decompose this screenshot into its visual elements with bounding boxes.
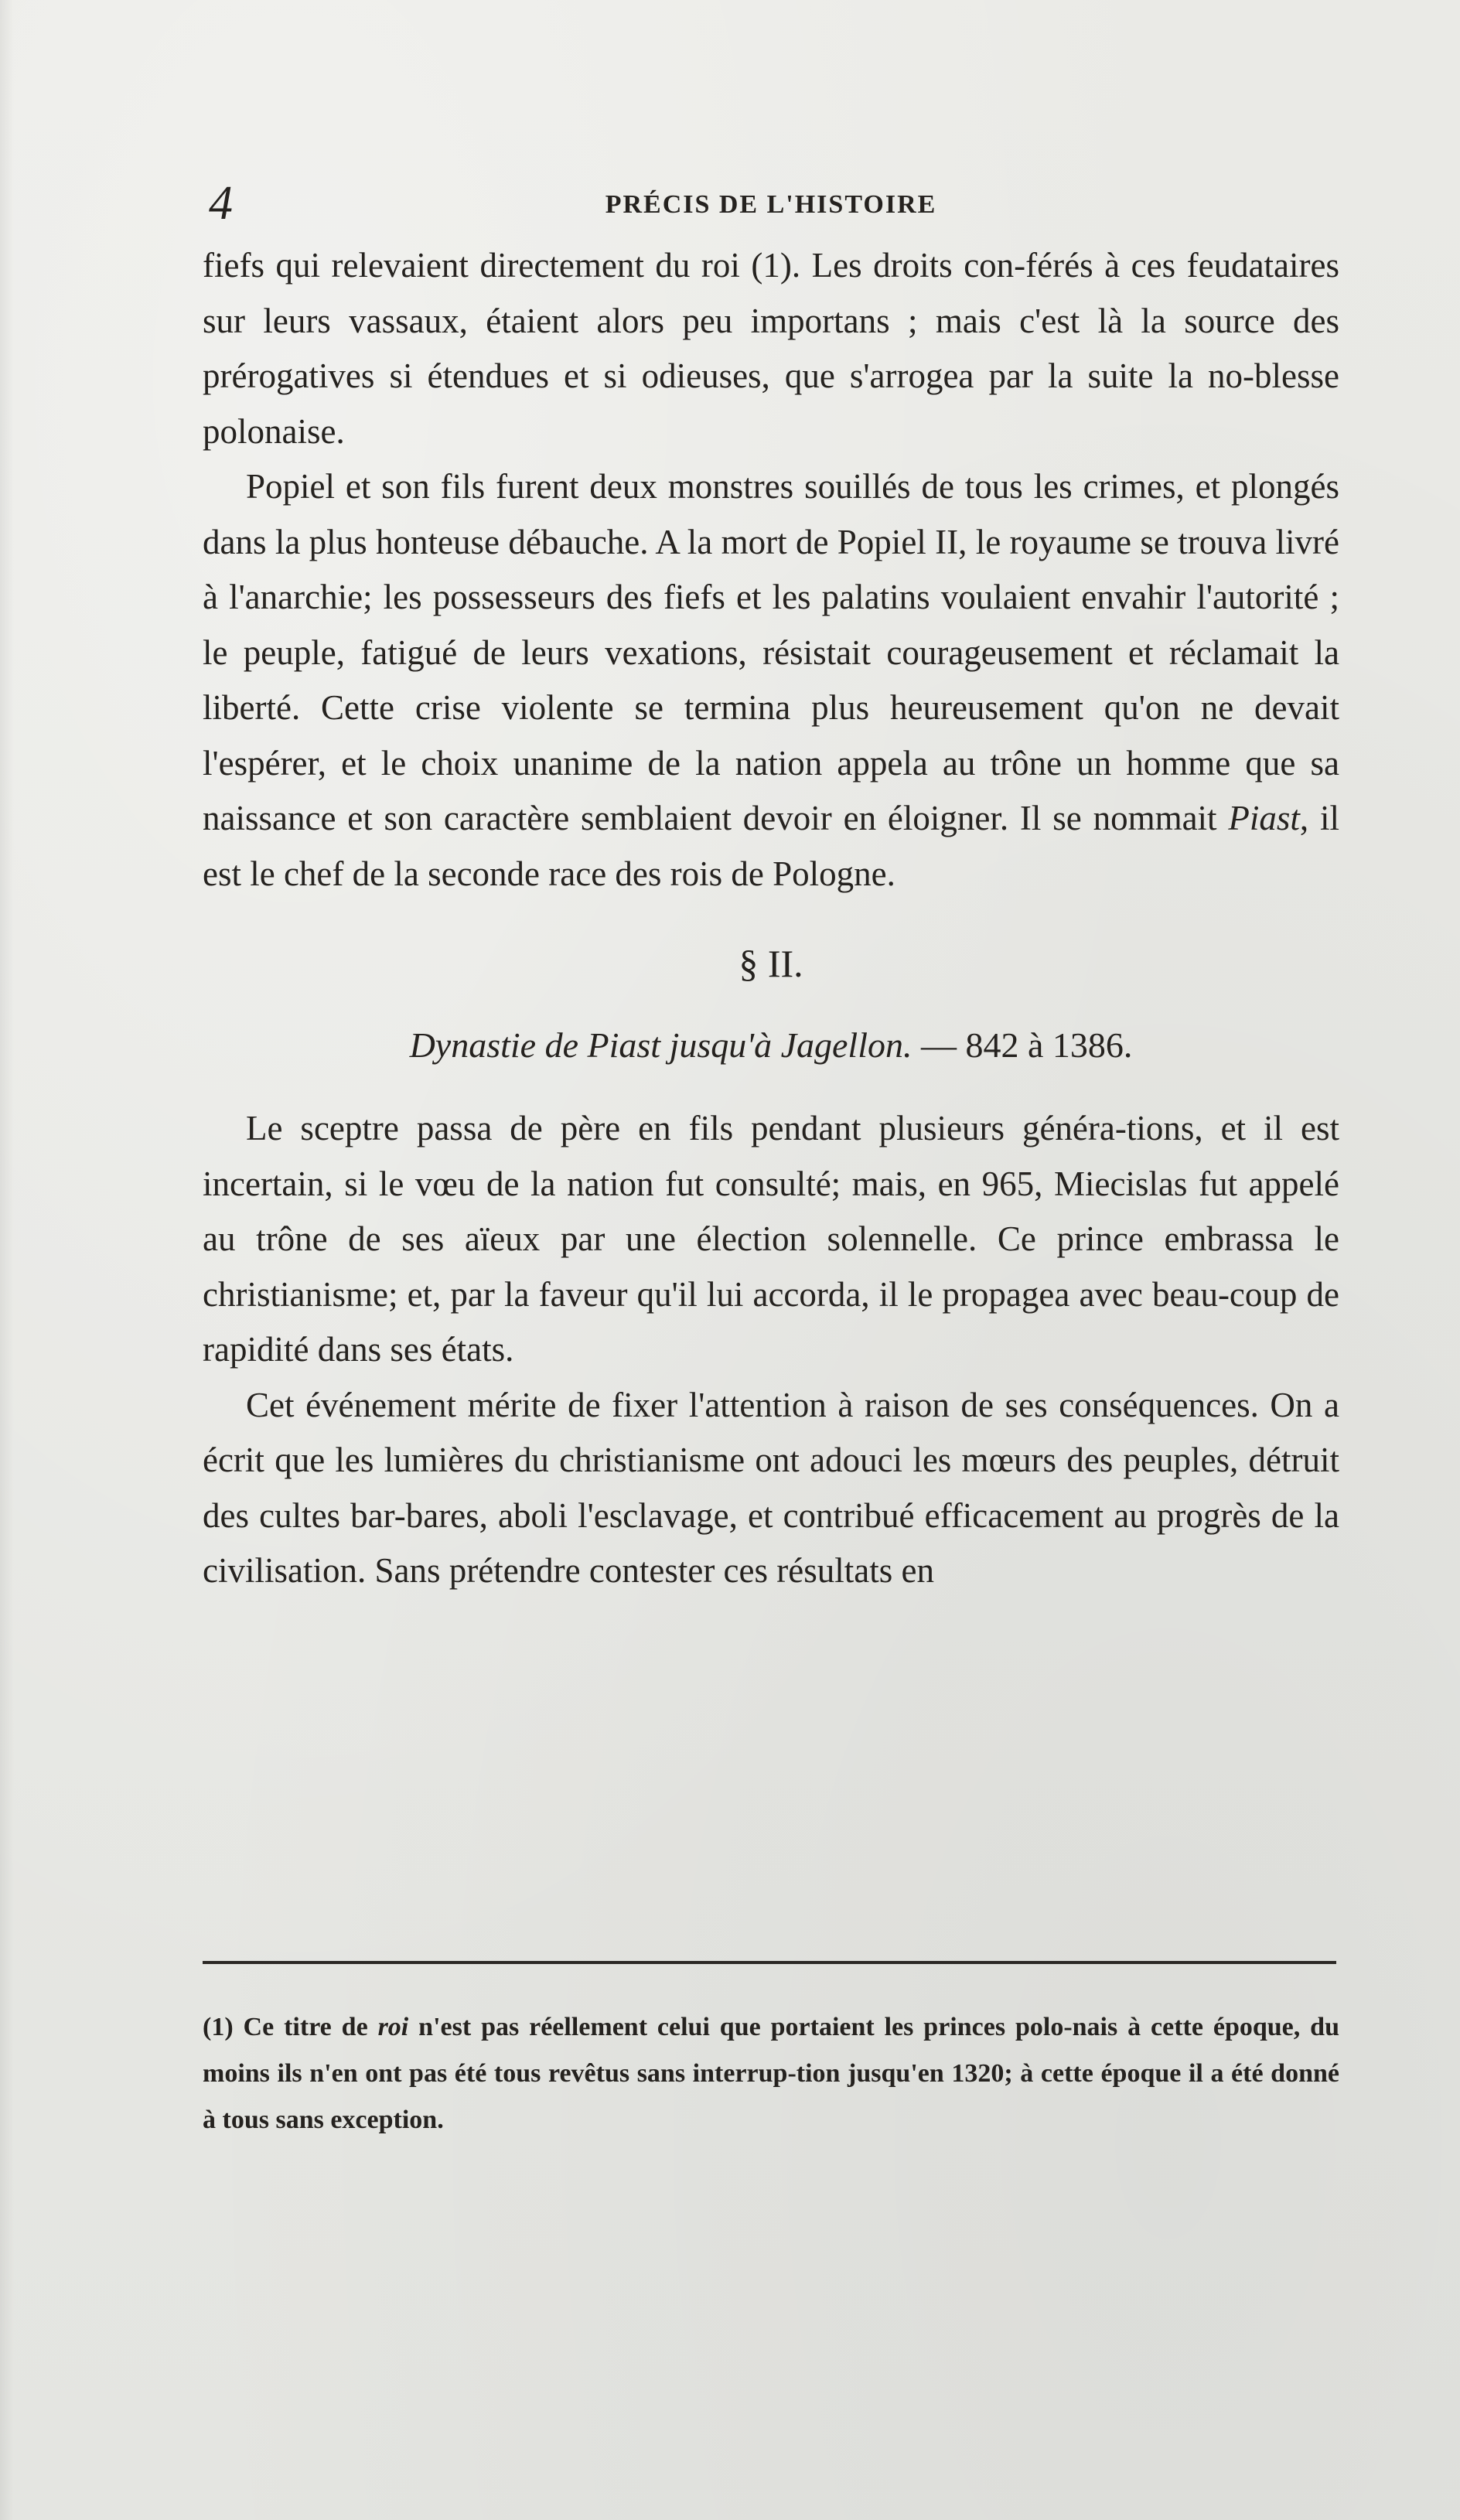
dynasty-title-italic: Dynastie de Piast jusqu'à Jagellon.: [409, 1025, 913, 1065]
running-head: PRÉCIS DE L'HISTOIRE: [605, 190, 937, 219]
footnote-text: [203, 2004, 1339, 2143]
page-number: 4: [209, 177, 233, 230]
dynasty-title: [203, 1018, 1339, 1073]
footnote: [203, 2004, 1339, 2143]
paragraph-2-text-after: , il est le chef de la seconde race des rois de Pologne.: [203, 799, 1339, 893]
section-heading: § II.: [739, 942, 803, 985]
page-fold-shadow: [0, 0, 14, 2520]
paragraph-3: Le sceptre passa de père en fils pendant plusieurs généra-tions, et il est incertain, si le vœu de la nation fut consulté; mais, en 965, Miecislas fut appelé au trône de ses aïeux par une élection solennelle. Ce prince embrassa le christianisme; et, par la faveur qu'il lui accorda, il le propagea avec beau-coup de rapidité dans ses états.: [203, 1109, 1339, 1369]
paragraph-2: [203, 459, 1339, 902]
piast-name: Piast: [1228, 799, 1300, 837]
paragraph-1: fiefs qui relevaient directement du roi (1). Les droits con-férés à ces feudataires sur leurs vassaux, étaient alors peu importans ; mais c'est là la source des prérogatives si étendues et si odieuses, que s'arrogea par la suite la no-blesse polonaise.: [203, 246, 1339, 451]
footnote-text-before: Ce titre de: [233, 2013, 378, 2041]
footnote-roi: roi: [377, 2013, 409, 2041]
paragraph-4: Cet événement mérite de fixer l'attention à raison de ses conséquences. On a écrit que les lumières du christianisme ont adouci les mœurs des peuples, détruit des cultes bar-bares, aboli l'esclavage, et contribué efficacement au progrès de la civilisation. Sans prétendre contester ces résultats en: [203, 1385, 1339, 1590]
main-text: [203, 238, 1339, 1599]
dynasty-title-dates: — 842 à 1386.: [912, 1025, 1133, 1065]
footnote-marker: (1): [203, 2013, 234, 2041]
page-header: [203, 176, 1339, 230]
footnote-text-after: n'est pas réellement celui que portaient les princes polo-nais à cette époque, du moins ils n'en ont pas été tous revêtus sans interrup-tion jusqu'en 1320; à cette époque il a été donné à tous sans exception.: [203, 2013, 1339, 2134]
footnote-rule: [203, 1961, 1336, 1964]
paragraph-2-text-before: Popiel et son fils furent deux monstres souillés de tous les crimes, et plongés dans la plus honteuse débauche. A la mort de Popiel II, le royaume se trouva livré à l'anarchie; les possesseurs des fiefs et les palatins voulaient envahir l'autorité ; le peuple, fatigué de leurs vexations, résistait courageusement et réclamait la liberté. Cette crise violente se termina plus heureusement qu'on ne devait l'espérer, et le choix unanime de la nation appela au trône un homme que sa naissance et son caractère semblaient devoir en éloigner. Il se nommait: [203, 467, 1339, 837]
